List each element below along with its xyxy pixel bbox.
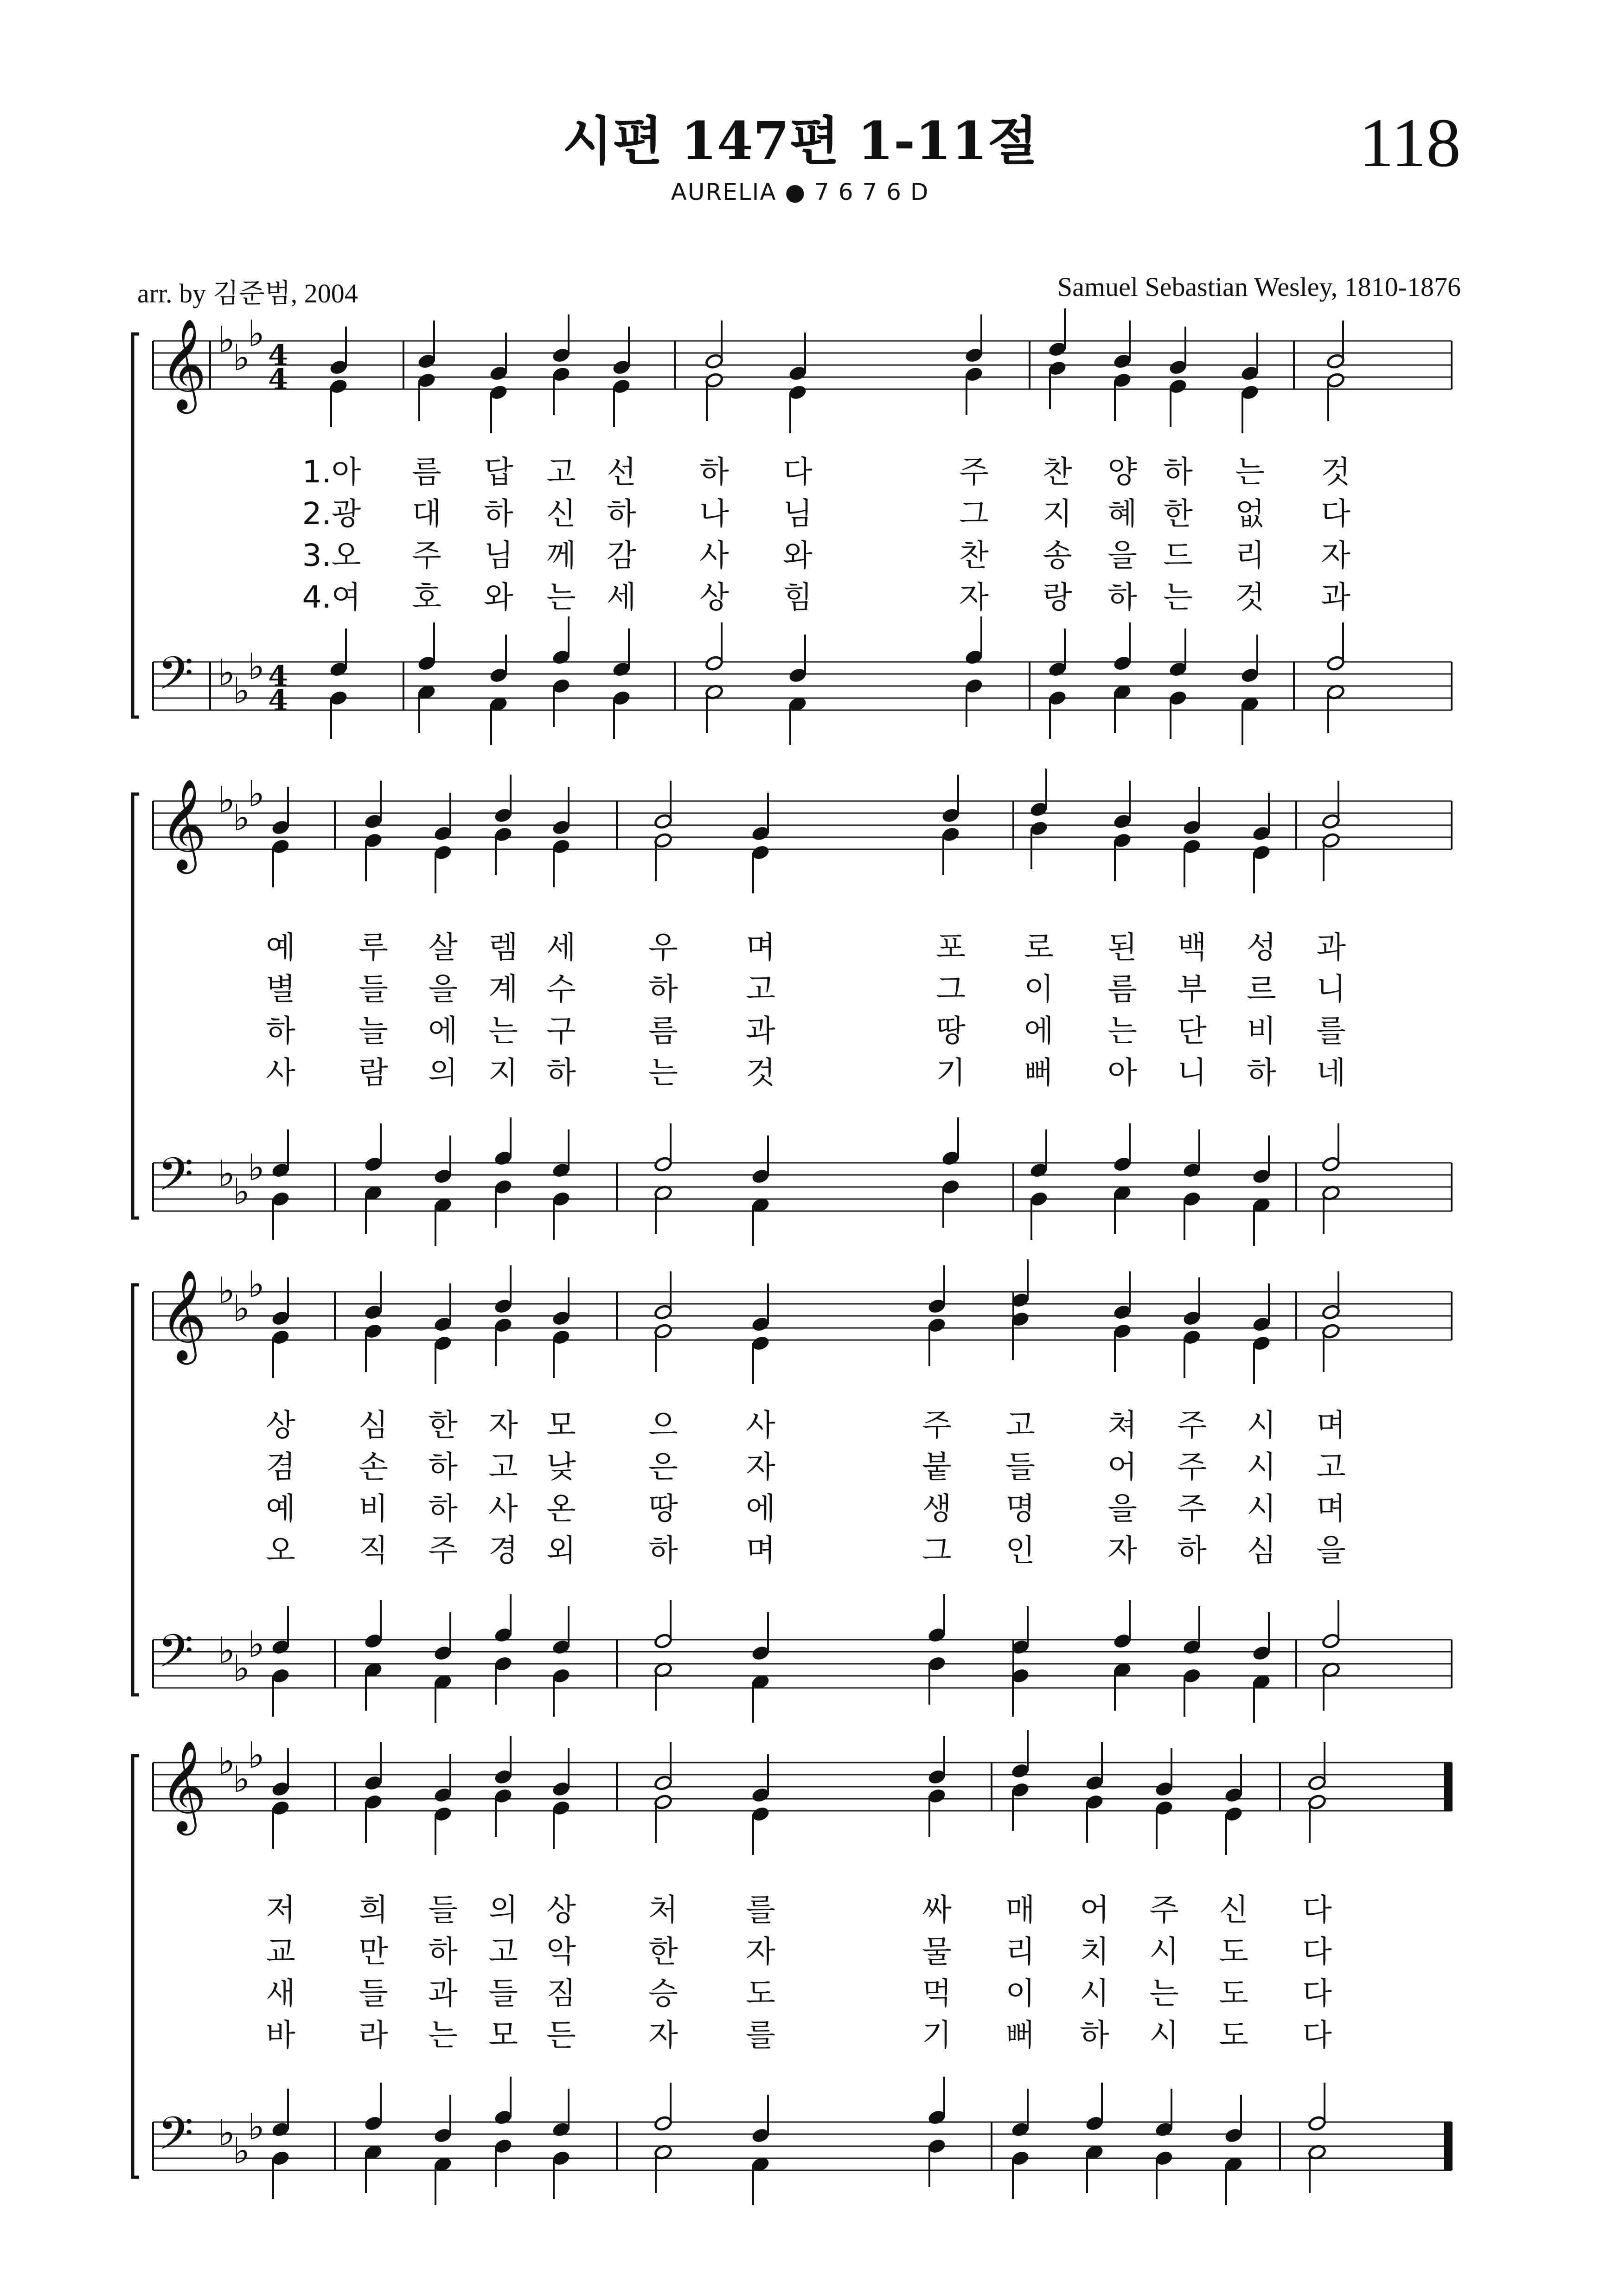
- lyric-syllable: 땅: [648, 1491, 678, 1526]
- lyric-syllable: 수: [546, 971, 576, 1007]
- lyric-syllable: 처: [648, 1892, 678, 1928]
- lyric-syllable: 으: [648, 1407, 678, 1443]
- lyric-syllable: 는: [1149, 1975, 1179, 2011]
- arranger-credit: arr. by 김준범, 2004: [137, 278, 358, 308]
- lyric-syllable: 를: [746, 1892, 775, 1928]
- lyric-syllable: 포: [936, 930, 966, 965]
- lyric-syllable: 인: [1005, 1533, 1035, 1568]
- lyric-syllable: 우: [648, 930, 678, 965]
- lyric-syllable: 어: [1080, 1892, 1109, 1928]
- lyric-syllable: 주: [959, 454, 989, 490]
- lyric-syllable: 주: [1177, 1449, 1207, 1485]
- lyric-syllable: 세: [546, 930, 576, 965]
- lyric-syllable: 그: [959, 496, 989, 532]
- composer-credit: Samuel Sebastian Wesley, 1810-1876: [1057, 272, 1461, 302]
- lyric-syllable: 사: [699, 538, 729, 573]
- lyric-syllable: 예: [266, 930, 295, 965]
- lyric-syllable: 름: [412, 454, 442, 490]
- lyric-syllable: 자: [488, 1407, 518, 1443]
- flat-sign-icon: ♭: [233, 337, 250, 379]
- lyric-syllable: 자: [746, 1934, 775, 1969]
- time-signature-top: 4: [268, 338, 288, 372]
- lyric-syllable: 다: [1321, 496, 1350, 532]
- lyric-syllable: 승: [648, 1975, 678, 2011]
- lyric-syllable: 의: [428, 1055, 458, 1090]
- final-barline: [1444, 2122, 1452, 2170]
- flat-sign-icon: ♭: [218, 1270, 235, 1312]
- lyric-syllable: 로: [1024, 930, 1054, 965]
- lyric-syllable: 을: [428, 971, 458, 1007]
- lyric-syllable: 한: [1163, 496, 1193, 532]
- lyric-syllable: 하: [484, 496, 513, 532]
- lyric-syllable: 에: [746, 1491, 775, 1526]
- lyric-syllable: 계: [488, 971, 518, 1007]
- lyric-syllable: 름: [1107, 971, 1137, 1007]
- lyric-syllable: 백: [1177, 930, 1207, 965]
- lyric-syllable: 예: [266, 1491, 295, 1526]
- flat-sign-icon: ♭: [233, 1759, 250, 1801]
- lyric-syllable: 을: [1107, 538, 1137, 573]
- lyric-syllable: 바: [266, 2017, 295, 2053]
- lyric-syllable: 양: [1107, 454, 1137, 490]
- lyric-syllable: 사: [266, 1055, 295, 1090]
- lyric-syllable: 모: [546, 1407, 576, 1443]
- lyric-syllable: 신: [546, 496, 576, 532]
- lyric-syllable: 니: [1316, 971, 1346, 1007]
- lyric-syllable: 생: [922, 1491, 952, 1526]
- lyric-syllable: 주: [922, 1407, 952, 1443]
- treble-clef-icon: 𝄞: [160, 778, 207, 870]
- lyric-syllable: 살: [428, 930, 458, 965]
- lyric-syllable: 를: [1316, 1013, 1346, 1049]
- lyric-syllable: 주: [1177, 1491, 1207, 1526]
- lyric-syllable: 들: [358, 971, 388, 1007]
- flat-sign-icon: ♭: [218, 1630, 235, 1672]
- lyric-syllable: 땅: [936, 1013, 966, 1049]
- lyric-syllable: 시: [1247, 1449, 1276, 1485]
- flat-sign-icon: ♭: [248, 1264, 265, 1306]
- lyric-syllable: 비: [1247, 1013, 1276, 1049]
- flat-sign-icon: ♭: [248, 2106, 265, 2148]
- lyric-syllable: 감: [607, 538, 636, 573]
- lyric-syllable: 시: [1149, 2017, 1179, 2053]
- lyric-syllable: 주: [412, 538, 442, 573]
- lyric-syllable: 의: [488, 1892, 518, 1928]
- lyric-syllable: 사: [488, 1491, 518, 1526]
- lyric-syllable: 렘: [488, 930, 518, 965]
- lyric-syllable: 상: [546, 1892, 576, 1928]
- lyric-syllable: 자: [1321, 538, 1350, 573]
- bass-clef-icon: 𝄢: [158, 1148, 194, 1212]
- lyric-syllable: 선: [607, 454, 636, 490]
- lyric-syllable: 다: [1302, 1934, 1332, 1969]
- lyric-syllable: 경: [488, 1533, 518, 1568]
- bass-clef-icon: 𝄢: [158, 2107, 194, 2172]
- tune-name-meter: AURELIA ● 7 6 7 6 D: [671, 179, 929, 205]
- lyric-syllable: 시: [1080, 1975, 1109, 2011]
- system-bracket: [133, 1756, 139, 2177]
- lyric-syllable: 없: [1235, 496, 1265, 532]
- lyric-syllable: 는: [1107, 1013, 1137, 1049]
- lyric-syllable: 며: [1316, 1407, 1346, 1443]
- flat-sign-icon: ♭: [233, 1288, 250, 1330]
- lyric-syllable: 명: [1005, 1491, 1035, 1526]
- lyric-syllable: 와: [484, 579, 513, 615]
- flat-sign-icon: ♭: [233, 1648, 250, 1690]
- lyric-syllable: 도: [1219, 2017, 1248, 2053]
- lyric-syllable: 싸: [922, 1892, 952, 1928]
- flat-sign-icon: ♭: [218, 2112, 235, 2154]
- lyric-syllable: 이: [1005, 1975, 1035, 2011]
- lyric-syllable: 저: [266, 1892, 295, 1928]
- lyric-syllable: 혜: [1107, 496, 1137, 532]
- flat-sign-icon: ♭: [233, 2130, 250, 2172]
- lyric-syllable: 기: [922, 2017, 952, 2053]
- lyric-syllable: 오: [266, 1533, 295, 1568]
- lyric-syllable: 에: [428, 1013, 458, 1049]
- system-bracket: [133, 334, 139, 717]
- lyric-syllable: 하: [648, 1533, 678, 1568]
- flat-sign-icon: ♭: [248, 1147, 265, 1189]
- lyric-syllable: 이: [1024, 971, 1054, 1007]
- lyric-syllable: 2.광: [302, 496, 361, 532]
- lyric-syllable: 는: [1163, 579, 1193, 615]
- lyric-syllable: 심: [1247, 1533, 1276, 1568]
- lyric-syllable: 들: [358, 1975, 388, 2011]
- lyric-syllable: 손: [358, 1449, 388, 1485]
- time-signature-bottom: 4: [268, 362, 288, 396]
- flat-sign-icon: ♭: [218, 1153, 235, 1195]
- lyric-syllable: 리: [1235, 538, 1265, 573]
- flat-sign-icon: ♭: [233, 797, 250, 839]
- hymn-title: 시편 147편 1-11절: [562, 111, 1038, 172]
- lyric-syllable: 새: [266, 1975, 295, 2011]
- lyric-syllable: 루: [358, 930, 388, 965]
- lyric-syllable: 쳐: [1107, 1407, 1137, 1443]
- system-bracket: [133, 1285, 139, 1695]
- lyric-syllable: 것: [746, 1055, 775, 1090]
- lyric-syllable: 고: [488, 1934, 518, 1969]
- lyric-syllable: 들: [1005, 1449, 1035, 1485]
- lyric-syllable: 3.오: [302, 538, 361, 573]
- lyric-syllable: 별: [266, 971, 295, 1007]
- lyric-syllable: 는: [648, 1055, 678, 1090]
- lyric-syllable: 1.아: [302, 454, 361, 490]
- lyric-syllable: 는: [428, 2017, 458, 2053]
- lyric-syllable: 아: [1107, 1055, 1137, 1090]
- lyric-syllable: 단: [1177, 1013, 1207, 1049]
- lyric-syllable: 하: [1247, 1055, 1276, 1090]
- lyric-syllable: 비: [358, 1491, 388, 1526]
- lyric-syllable: 교: [266, 1934, 295, 1969]
- lyric-syllable: 한: [648, 1934, 678, 1969]
- lyric-syllable: 구: [546, 1013, 576, 1049]
- lyric-syllable: 송: [1043, 538, 1072, 573]
- lyric-syllable: 모: [488, 2017, 518, 2053]
- lyric-syllable: 든: [546, 2017, 576, 2053]
- treble-clef-icon: 𝄞: [160, 318, 207, 410]
- lyric-syllable: 을: [1316, 1533, 1346, 1568]
- lyric-syllable: 답: [484, 454, 513, 490]
- lyric-syllable: 는: [1235, 454, 1265, 490]
- lyric-syllable: 하: [428, 1934, 458, 1969]
- lyric-syllable: 도: [1219, 1975, 1248, 2011]
- flat-sign-icon: ♭: [233, 670, 250, 712]
- lyric-syllable: 하: [1080, 2017, 1109, 2053]
- lyric-syllable: 찬: [959, 538, 989, 573]
- lyric-syllable: 하: [266, 1013, 295, 1049]
- flat-sign-icon: ♭: [218, 652, 235, 694]
- lyric-syllable: 뻐: [1005, 2017, 1035, 2053]
- lyric-syllable: 라: [358, 2017, 388, 2053]
- lyric-syllable: 짐: [546, 1975, 576, 2011]
- lyric-syllable: 악: [546, 1934, 576, 1969]
- lyric-syllable: 과: [428, 1975, 458, 2011]
- lyric-syllable: 과: [1316, 930, 1346, 965]
- lyric-syllable: 시: [1149, 1934, 1179, 1969]
- lyric-syllable: 주: [428, 1533, 458, 1568]
- lyric-syllable: 자: [959, 579, 989, 615]
- lyric-syllable: 는: [488, 1013, 518, 1049]
- flat-sign-icon: ♭: [248, 1735, 265, 1777]
- lyric-syllable: 주: [1177, 1407, 1207, 1443]
- lyric-syllable: 시: [1247, 1407, 1276, 1443]
- flat-sign-icon: ♭: [248, 313, 265, 355]
- lyric-syllable: 심: [358, 1407, 388, 1443]
- lyric-syllable: 하: [648, 971, 678, 1007]
- lyric-syllable: 주: [1149, 1892, 1179, 1928]
- lyric-syllable: 자: [648, 2017, 678, 2053]
- flat-sign-icon: ♭: [248, 773, 265, 815]
- lyric-syllable: 고: [746, 971, 775, 1007]
- lyric-syllable: 도: [746, 1975, 775, 2011]
- lyric-syllable: 니: [1177, 1055, 1207, 1090]
- lyric-syllable: 신: [1219, 1892, 1248, 1928]
- lyric-syllable: 시: [1247, 1491, 1276, 1526]
- lyric-syllable: 를: [746, 2017, 775, 2053]
- time-signature-top: 4: [268, 659, 288, 693]
- lyric-syllable: 며: [746, 1533, 775, 1568]
- system-bracket: [133, 794, 139, 1218]
- lyric-syllable: 리: [1005, 1934, 1035, 1969]
- lyric-syllable: 치: [1080, 1934, 1109, 1969]
- bass-clef-icon: 𝄢: [158, 1625, 194, 1689]
- lyric-syllable: 하: [699, 454, 729, 490]
- lyric-syllable: 붙: [922, 1449, 952, 1485]
- lyric-syllable: 먹: [922, 1975, 952, 2011]
- lyric-syllable: 물: [922, 1934, 952, 1969]
- lyric-syllable: 세: [607, 579, 636, 615]
- lyric-syllable: 과: [1321, 579, 1350, 615]
- lyric-syllable: 그: [922, 1533, 952, 1568]
- lyric-syllable: 르: [1247, 971, 1276, 1007]
- lyric-syllable: 들: [428, 1892, 458, 1928]
- lyric-syllable: 고: [1005, 1407, 1035, 1443]
- lyric-syllable: 랑: [1043, 579, 1072, 615]
- lyric-syllable: 온: [546, 1491, 576, 1526]
- lyric-syllable: 외: [546, 1533, 576, 1568]
- flat-sign-icon: ♭: [218, 779, 235, 821]
- final-barline: [1444, 1763, 1452, 1811]
- lyric-syllable: 것: [1235, 579, 1265, 615]
- lyric-syllable: 과: [746, 1013, 775, 1049]
- lyric-syllable: 늘: [358, 1013, 388, 1049]
- lyric-syllable: 에: [1024, 1013, 1054, 1049]
- flat-sign-icon: ♭: [218, 319, 235, 361]
- lyric-syllable: 와: [783, 538, 813, 573]
- lyric-syllable: 은: [648, 1449, 678, 1485]
- lyric-syllable: 님: [783, 496, 813, 532]
- lyric-syllable: 께: [546, 538, 576, 573]
- lyric-syllable: 호: [412, 579, 442, 615]
- flat-sign-icon: ♭: [248, 646, 265, 688]
- lyric-syllable: 자: [1107, 1533, 1137, 1568]
- flat-sign-icon: ♭: [248, 1624, 265, 1666]
- treble-clef-icon: 𝄞: [160, 1740, 207, 1832]
- treble-clef-icon: 𝄞: [160, 1269, 207, 1361]
- lyric-syllable: 다: [783, 454, 813, 490]
- lyric-syllable: 뻐: [1024, 1055, 1054, 1090]
- lyric-syllable: 상: [699, 579, 729, 615]
- lyric-syllable: 하: [1163, 454, 1193, 490]
- lyric-syllable: 하: [607, 496, 636, 532]
- lyric-syllable: 그: [936, 971, 966, 1007]
- lyric-syllable: 낮: [546, 1449, 576, 1485]
- lyric-syllable: 것: [1321, 454, 1350, 490]
- lyric-syllable: 름: [648, 1013, 678, 1049]
- lyric-syllable: 만: [358, 1934, 388, 1969]
- bass-clef-icon: 𝄢: [158, 647, 194, 712]
- lyric-syllable: 자: [746, 1449, 775, 1485]
- lyric-syllable: 님: [484, 538, 513, 573]
- lyric-syllable: 한: [428, 1407, 458, 1443]
- lyric-syllable: 다: [1302, 1892, 1332, 1928]
- lyric-syllable: 며: [1316, 1491, 1346, 1526]
- lyric-syllable: 들: [488, 1975, 518, 2011]
- lyric-syllable: 4.여: [302, 579, 361, 615]
- lyric-syllable: 네: [1316, 1055, 1346, 1090]
- flat-sign-icon: ♭: [233, 1171, 250, 1213]
- lyric-syllable: 고: [488, 1449, 518, 1485]
- lyric-syllable: 지: [488, 1055, 518, 1090]
- lyric-syllable: 나: [699, 496, 729, 532]
- lyric-syllable: 직: [358, 1533, 388, 1568]
- lyric-syllable: 고: [546, 454, 576, 490]
- lyric-syllable: 도: [1219, 1934, 1248, 1969]
- lyric-syllable: 다: [1302, 2017, 1332, 2053]
- lyric-syllable: 하: [428, 1449, 458, 1485]
- lyric-syllable: 상: [266, 1407, 295, 1443]
- lyric-syllable: 고: [1316, 1449, 1346, 1485]
- lyric-syllable: 부: [1177, 971, 1207, 1007]
- lyric-syllable: 을: [1107, 1491, 1137, 1526]
- lyric-syllable: 다: [1302, 1975, 1332, 2011]
- lyric-syllable: 드: [1163, 538, 1193, 573]
- lyric-syllable: 된: [1107, 930, 1137, 965]
- lyric-syllable: 성: [1247, 930, 1276, 965]
- lyric-syllable: 어: [1107, 1449, 1137, 1485]
- lyric-syllable: 희: [358, 1892, 388, 1928]
- hymn-number: 118: [1359, 104, 1461, 181]
- lyric-syllable: 겸: [266, 1449, 295, 1485]
- lyric-syllable: 람: [358, 1055, 388, 1090]
- lyric-syllable: 힘: [783, 579, 813, 615]
- lyric-syllable: 하: [1177, 1533, 1207, 1568]
- flat-sign-icon: ♭: [218, 1741, 235, 1783]
- time-signature-bottom: 4: [268, 683, 288, 717]
- lyric-syllable: 는: [546, 579, 576, 615]
- lyric-syllable: 기: [936, 1055, 966, 1090]
- lyric-syllable: 하: [428, 1491, 458, 1526]
- lyric-syllable: 찬: [1043, 454, 1072, 490]
- lyric-syllable: 사: [746, 1407, 775, 1443]
- lyric-syllable: 대: [412, 496, 442, 532]
- lyric-syllable: 하: [546, 1055, 576, 1090]
- lyric-syllable: 하: [1107, 579, 1137, 615]
- lyric-syllable: 며: [746, 930, 775, 965]
- lyric-syllable: 매: [1005, 1892, 1035, 1928]
- lyric-syllable: 지: [1043, 496, 1072, 532]
